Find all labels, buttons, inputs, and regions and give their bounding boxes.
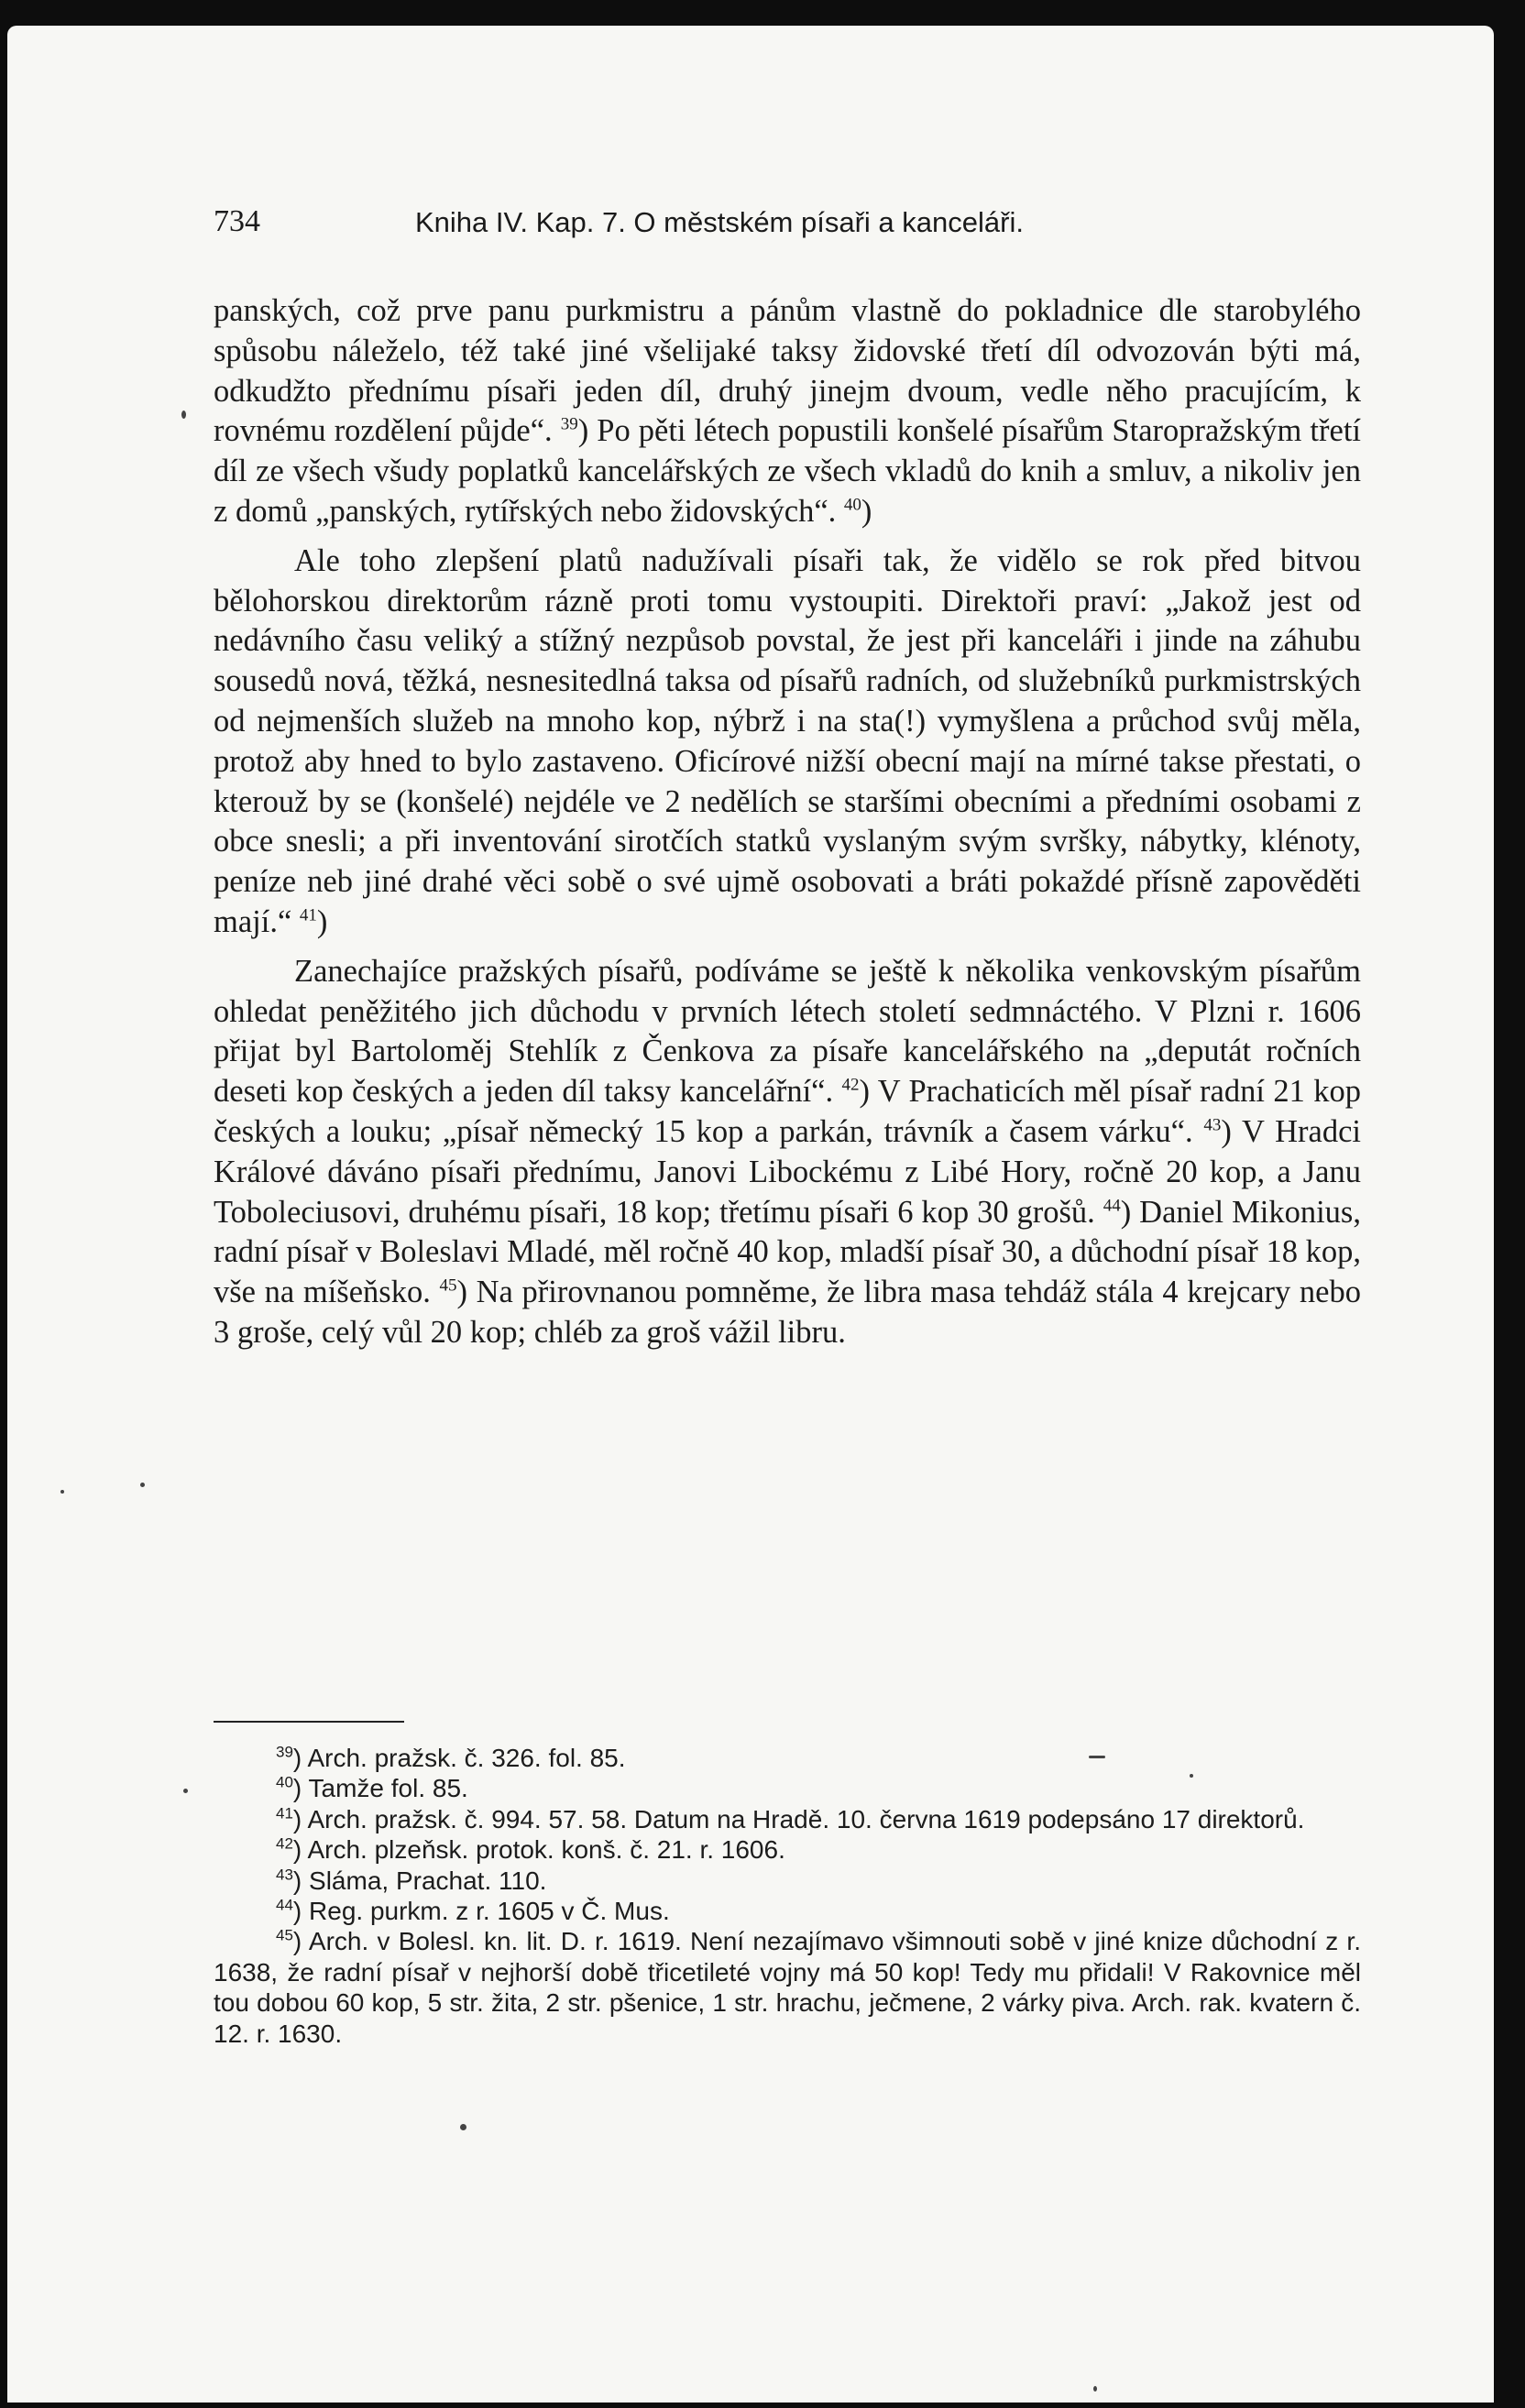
- footnote: [214, 1896, 1361, 1926]
- page-header: [214, 204, 1368, 246]
- page-number: 734: [214, 204, 260, 238]
- footnote-reference: 43: [1203, 1115, 1222, 1135]
- footnote-text: ) Tamže fol. 85.: [292, 1774, 468, 1803]
- footnote-reference: 42: [841, 1075, 860, 1095]
- footnote-text: ) Arch. v Bolesl. kn. lit. D. r. 1619. Není nezajímavo všimnouti sobě v jiné knize důchodní z r. 1638, že radní písař v nejhorší době třicetileté vojny má 50 kop! Tedy mu přidali! V Rakovnice měl tou dobou 60 kop, 5 str. žita, 2 str. pšenice, 1 str. hrachu, ječmene, 2 várky piva. Arch. rak. kvatern č. 12. r. 1630.: [214, 1927, 1361, 2048]
- paragraph-text: panských, což prve panu purkmistru a pánům vlastně do pokladnice dle starobylého spůsobu náleželo, též také jiné všelijaké taksy židovské třetí díl odvozován býti má, odkudžto přednímu písaři jeden díl, druhý jinejm dvoum, vedle něho pracujícím, k rovnému rozdělení půjde“.: [214, 293, 1361, 449]
- footnote-mark: 45: [276, 1927, 293, 1945]
- paragraph-text: ) Po pěti létech popustili konšelé písařům Staropražským třetí díl ze všech všudy poplatků kancelářských ze všech vkladů do knih a smluv, a nikoliv jen z domů „panských, rytířských nebo židovských“.: [214, 413, 1361, 529]
- paragraph-text: Ale toho zlepšení platů nadužívali písaři tak, že vidělo se rok před bitvou bělohorskou direktorům rázně proti tomu vystoupiti. Direktoři praví: „Jakož jest od nedávního času veliký a stížný nezpůsob povstal, že jest při kanceláři i jinde na záhubu sousedů nová, těžká, nesnesitedlná taksa od písařů radních, od služebníků purkmistrských od nejmenších služeb na mnoho kop, nýbrž i na sta(!) vymyšlena a průchod svůj měla, protož aby hned to bylo zastaveno. Oficírové nižší obecní mají na mírné takse přestati, o kterouž by se (konšelé) nejdéle ve 2 nedělích se staršími obecními a předními osobami z obce snesli; a při inventování sirotčích statků vyslaným svým svršky, nábytky, klénoty, peníze neb jiné drahé věci sobě o své ujmě osobovati a bráti pokaždé přísně zapověděti mají.“: [214, 542, 1361, 939]
- paragraph: [214, 542, 1361, 943]
- footnote-text: ) Arch. pražsk. č. 994. 57. 58. Datum na Hradě. 10. června 1619 podepsáno 17 direktorů.: [292, 1804, 1305, 1833]
- footnote-reference: 44: [1103, 1196, 1121, 1216]
- footnote-reference: 39: [560, 414, 578, 434]
- footnote-reference: 41: [299, 905, 317, 925]
- paragraph-text: ) V Hradci Králové dáváno písaři přednímu, Janovi Libockému z Libé Hory, ročně 20 kop, a Janu Toboleciusovi, druhému písaři, 18 kop; třetímu písaři 6 kop 30 grošů.: [214, 1113, 1361, 1230]
- paragraph-text: ): [316, 903, 328, 939]
- footnote-text: ) Arch. pražsk. č. 326. fol. 85.: [292, 1744, 626, 1772]
- footnote-mark: 43: [276, 1866, 293, 1884]
- footnote-mark: 39: [276, 1743, 293, 1761]
- footnote-mark: 44: [276, 1896, 293, 1914]
- footnote-mark: 40: [276, 1774, 293, 1792]
- footnote: [214, 1926, 1361, 2049]
- paragraph-text: ) V Prachaticích měl písař radní 21 kop českých a louku; „písař německý 15 kop a parkán, trávník a časem várku“.: [214, 1074, 1361, 1149]
- footnote-text: ) Sláma, Prachat. 110.: [292, 1866, 547, 1895]
- footnote: [214, 1773, 1361, 1803]
- paragraph-text: ) Daniel Mikonius, radní písař v Boleslavi Mladé, měl ročně 40 kop, mladší písař 30, a důchodní písař 18 kop, vše na míšeňsko.: [214, 1194, 1361, 1310]
- footnote-text: ) Arch. plzeňsk. protok. konš. č. 21. r. 1606.: [292, 1835, 785, 1865]
- running-title: Kniha IV. Kap. 7. O městském písaři a kanceláři.: [415, 206, 1024, 238]
- footnote: [214, 1866, 1361, 1896]
- body-text: [214, 291, 1361, 1363]
- scanned-page: [7, 26, 1494, 2403]
- paragraph: [214, 952, 1361, 1353]
- footnote-reference: 45: [439, 1275, 457, 1296]
- footnote-mark: 42: [276, 1834, 293, 1853]
- footnote-mark: 41: [276, 1804, 293, 1822]
- footnote-rule: [214, 1721, 404, 1723]
- paragraph-text: Zanechajíce pražských písařů, podíváme se ještě k několika venkovským písařům ohledat peněžitého jich důchodu v prvních létech století sedmnáctého. V Plzni r. 1606 přijat byl Bartoloměj Stehlík z Čenkova za písaře kancelářského na „deputát ročních deseti kop českých a jeden díl taksy kancelářní“.: [214, 953, 1361, 1110]
- paragraph-text: ): [861, 493, 872, 529]
- paragraph-text: ) Na přirovnanou pomněme, že libra masa tehdáž stála 4 krejcary nebo 3 groše, celý vůl 20 kop; chléb za groš vážil libru.: [214, 1275, 1361, 1350]
- footnote-text: ) Reg. purkm. z r. 1605 v Č. Mus.: [292, 1897, 670, 1926]
- footnote-reference: 40: [843, 495, 861, 515]
- footnote: [214, 1743, 1361, 1773]
- footnote: [214, 1804, 1361, 1834]
- footnotes: [214, 1743, 1361, 2049]
- footnote: [214, 1834, 1361, 1865]
- paragraph: [214, 291, 1361, 532]
